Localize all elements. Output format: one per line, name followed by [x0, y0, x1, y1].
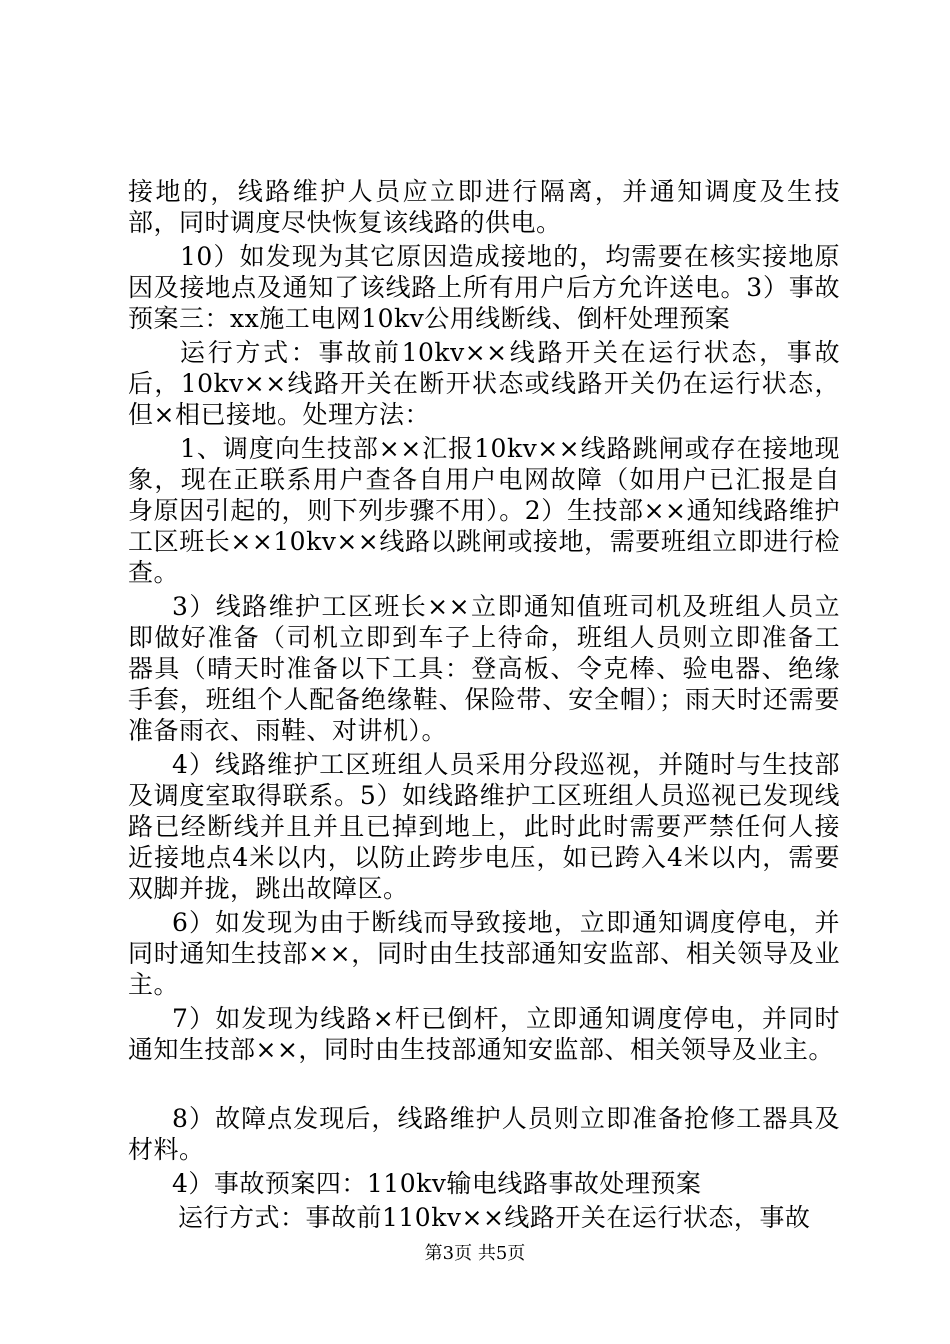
paragraph-gap [128, 1068, 840, 1103]
paragraph-5: 3）线路维护工区班长××立即通知值班司机及班组人员立即做好准备（司机立即到车子上待命，班组人员则立即准备工器具（晴天时准备以下工具：登高板、令克棒、验电器、绝缘手套，班组个人配备绝缘鞋、保险带、安全帽）；雨天时还需要准备雨衣、雨鞋、对讲机）。 [128, 592, 840, 745]
paragraph-9: 8）故障点发现后，线路维护人员则立即准备抢修工器具及材料。 [128, 1104, 840, 1164]
paragraph-3: 运行方式：事故前10kv××线路开关在运行状态，事故后，10kv××线路开关在断开状态或线路开关仍在运行状态，但×相已接地。处理方法： [128, 338, 840, 429]
paragraph-8: 7）如发现为线路×杆已倒杆，立即通知调度停电，并同时通知生技部××，同时由生技部通知安监部、相关领导及业主。 [128, 1004, 840, 1064]
paragraph-4: 1、调度向生技部××汇报10kv××线路跳闸或存在接地现象，现在正联系用户查各自用户电网故障（如用户已汇报是自身原因引起的，则下列步骤不用）。2）生技部××通知线路维护工区班长××10kv××线路以跳闸或接地，需要班组立即进行检查。 [128, 434, 840, 587]
document-body [128, 176, 840, 1236]
paragraph-2: 10）如发现为其它原因造成接地的，均需要在核实接地原因及接地点及通知了该线路上所有用户后方允许送电。3）事故预案三：xx施工电网10kv公用线断线、倒杆处理预案 [128, 242, 840, 333]
paragraph-11: 运行方式：事故前110kv××线路开关在运行状态，事故 [178, 1203, 811, 1232]
paragraph-7: 6）如发现为由于断线而导致接地，立即通知调度停电，并同时通知生技部××，同时由生技部通知安监部、相关领导及业主。 [128, 908, 840, 999]
paragraph-6: 4）线路维护工区班组人员采用分段巡视，并随时与生技部及调度室取得联系。5）如线路维护工区班组人员巡视已发现线路已经断线并且并且已掉到地上，此时此时需要严禁任何人接近接地点4米以内，以防止跨步电压，如已跨入4米以内，需要双脚并拢，跳出故障区。 [128, 750, 840, 903]
paragraph-10: 4）事故预案四：110kv输电线路事故处理预案 [172, 1169, 702, 1198]
page-number-footer: 第3页 共5页 [424, 1243, 526, 1264]
paragraph-1: 接地的，线路维护人员应立即进行隔离，并通知调度及生技部，同时调度尽快恢复该线路的供电。 [128, 177, 840, 237]
